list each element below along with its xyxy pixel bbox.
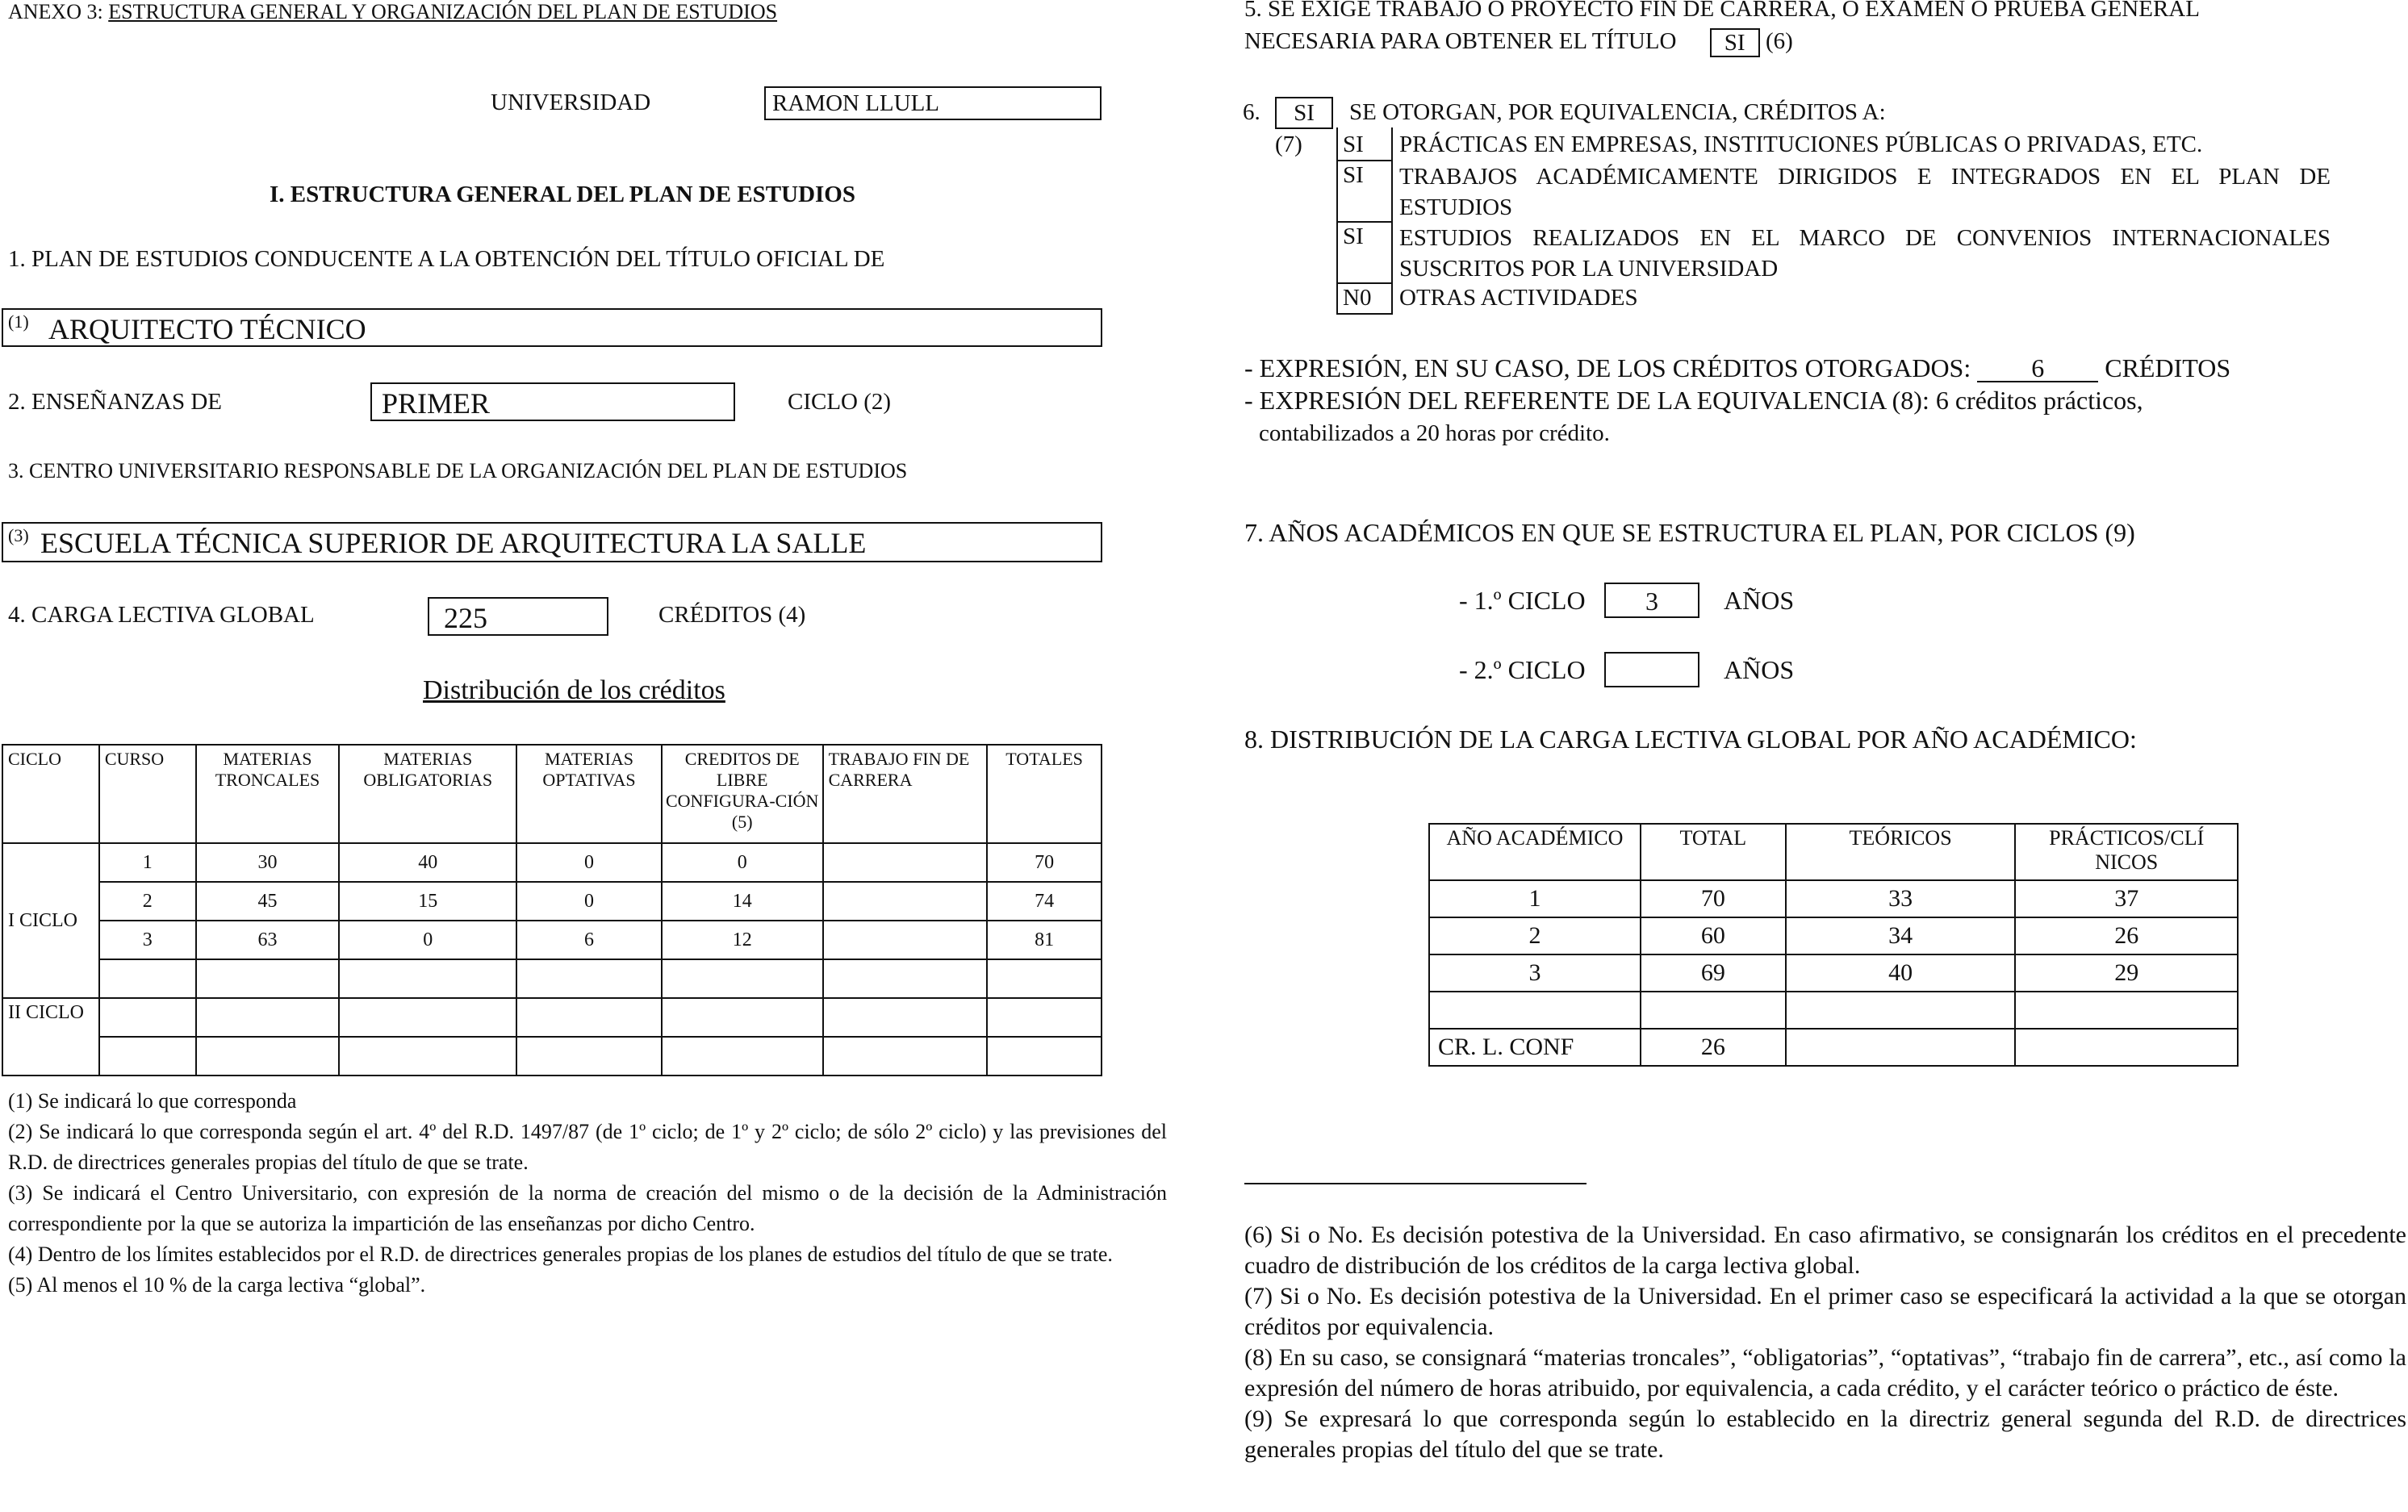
option1-value: SI — [1343, 132, 1364, 157]
table-cell — [987, 1037, 1102, 1076]
table-cell — [823, 959, 988, 998]
item5-line2 — [1244, 27, 1793, 57]
credits-distribution-table — [2, 744, 1102, 1076]
option1-text: PRÁCTICAS EN EMPRESAS, INSTITUCIONES PÚBLICAS O PRIVADAS, ETC. — [1399, 132, 2203, 157]
item6-label: SE OTORGAN, POR EQUIVALENCIA, CRÉDITOS A: — [1349, 99, 1886, 125]
item2-label: 2. ENSEÑANZAS DE — [8, 389, 223, 415]
table-row — [2, 1037, 1102, 1076]
item6-note: (7) — [1275, 132, 1302, 157]
item6-value-box — [1275, 97, 1333, 129]
item4-suffix: CRÉDITOS (4) — [658, 602, 806, 628]
cycle2-label: II CICLO — [2, 998, 99, 1076]
table-cell — [662, 998, 823, 1037]
table-row — [1429, 1029, 2238, 1066]
header-trabajo-fin: TRABAJO FIN DE CARRERA — [823, 745, 988, 843]
cycle1-label: I CICLO — [2, 843, 99, 998]
table-row — [2, 882, 1102, 921]
table-cell: 0 — [662, 843, 823, 882]
table-cell: 81 — [987, 921, 1102, 959]
footnote-separator — [1244, 1183, 1587, 1184]
item3-note: (3) — [8, 525, 29, 545]
item5-note: (6) — [1765, 28, 1793, 54]
table-cell — [823, 998, 988, 1037]
annex-header — [8, 0, 777, 24]
header-optativas: MATERIAS OPTATIVAS — [516, 745, 662, 843]
item6-value: SI — [1294, 100, 1315, 126]
footnote-7: (7) Si o No. Es decisión potestiva de la Universidad. En el primer caso se especificará la actividad a la que se otorgan créditos por equivalencia. — [1244, 1283, 2406, 1340]
item3-label: 3. CENTRO UNIVERSITARIO RESPONSABLE DE LA ORGANIZACIÓN DEL PLAN DE ESTUDIOS — [8, 459, 908, 482]
table-cell — [662, 1037, 823, 1076]
table-header-row — [2, 745, 1102, 843]
academic-year-table — [1428, 823, 2239, 1067]
table-cell — [1786, 1029, 2016, 1066]
table-row — [2, 959, 1102, 998]
table-row — [1429, 954, 2238, 992]
table-cell: 70 — [1641, 880, 1786, 917]
table-cell: 26 — [2015, 917, 2238, 954]
table-cell — [339, 998, 516, 1037]
section-title: I. ESTRUCTURA GENERAL DEL PLAN DE ESTUDIOS — [270, 182, 855, 207]
footnote-3: (3) Se indicará el Centro Universitario, con expresión de la norma de creación del mismo o de la decisión de la Administración correspondiente por la que se autoriza la impartición de las enseñanzas por dicho Centro. — [8, 1181, 1167, 1235]
table-cell: 74 — [987, 882, 1102, 921]
item1-label: 1. PLAN DE ESTUDIOS CONDUCENTE A LA OBTENCIÓN DEL TÍTULO OFICIAL DE — [8, 246, 885, 272]
item7-cycle2-field — [1604, 652, 1699, 687]
table-cell — [1641, 992, 1786, 1029]
item3-value: ESCUELA TÉCNICA SUPERIOR DE ARQUITECTURA LA SALLE — [40, 527, 867, 559]
table-cell — [823, 921, 988, 959]
table-cell — [196, 998, 340, 1037]
table-cell — [1429, 992, 1641, 1029]
item5-line1: 5. SE EXIGE TRABAJO O PROYECTO FIN DE CARRERA, O EXAMEN O PRUEBA GENERAL — [1244, 0, 2200, 22]
table-cell: 15 — [339, 882, 516, 921]
table-cell: 2 — [99, 882, 196, 921]
item7-label: 7. AÑOS ACADÉMICOS EN QUE SE ESTRUCTURA EL PLAN, POR CICLOS (9) — [1244, 518, 2135, 547]
header-obligatorias: MATERIAS OBLIGATORIAS — [339, 745, 516, 843]
footnote-5: (5) Al menos el 10 % de la carga lectiva “global”. — [8, 1273, 426, 1297]
table-cell — [99, 959, 196, 998]
table-cell: 0 — [516, 882, 662, 921]
table-cell: CR. L. CONF — [1429, 1029, 1641, 1066]
item7-years-1: AÑOS — [1724, 586, 1795, 615]
table-cell: 37 — [2015, 880, 2238, 917]
table-cell — [99, 998, 196, 1037]
table-cell: 0 — [339, 921, 516, 959]
table-row — [2, 998, 1102, 1037]
table-cell — [1786, 992, 2016, 1029]
table-cell: 3 — [1429, 954, 1641, 992]
expr1-line — [1244, 352, 2230, 384]
table-cell: 6 — [516, 921, 662, 959]
header-libre-configuracion: CREDITOS DE LIBRE CONFIGURA-CIÓN (5) — [662, 745, 823, 843]
table-cell — [516, 998, 662, 1037]
table-cell: 26 — [1641, 1029, 1786, 1066]
item5-value: SI — [1724, 30, 1745, 56]
footnotes-right — [1244, 1220, 2406, 1465]
item7-cycle1-label: - 1.º CICLO — [1459, 586, 1586, 615]
header-totales: TOTALES — [987, 745, 1102, 843]
table-cell — [196, 959, 340, 998]
item7-cycle2-label: - 2.º CICLO — [1459, 655, 1586, 684]
university-label: UNIVERSIDAD — [491, 90, 651, 115]
option4-value: N0 — [1343, 285, 1372, 311]
table-row — [1429, 992, 2238, 1029]
expr1-suffix: CRÉDITOS — [2105, 353, 2231, 382]
option2-text: TRABAJOS ACADÉMICAMENTE DIRIGIDOS E INTEGRADOS EN EL PLAN DE ESTUDIOS — [1399, 164, 2331, 220]
table-cell — [339, 959, 516, 998]
table-cell — [2015, 1029, 2238, 1066]
university-field — [764, 86, 1102, 120]
table-cell — [662, 959, 823, 998]
table-cell — [516, 959, 662, 998]
table-cell — [823, 843, 988, 882]
expr2-line1: - EXPRESIÓN DEL REFERENTE DE LA EQUIVALENCIA (8): 6 créditos prácticos, — [1244, 386, 2143, 415]
table-cell: 29 — [2015, 954, 2238, 992]
annex-prefix: ANEXO 3: — [8, 0, 103, 23]
table-cell: 70 — [987, 843, 1102, 882]
item2-value: PRIMER — [382, 387, 491, 420]
table-cell: 40 — [339, 843, 516, 882]
item3-field — [2, 522, 1102, 562]
expr1-value: 6 — [1977, 355, 2098, 382]
item2-suffix: CICLO (2) — [788, 389, 892, 415]
item2-field — [370, 382, 735, 421]
table-cell — [987, 959, 1102, 998]
footnote-6: (6) Si o No. Es decisión potestiva de la Universidad. En caso afirmativo, se consignarán los créditos en el precedente cuadro de distribución de los créditos de la carga lectiva global. — [1244, 1222, 2406, 1279]
table-cell — [99, 1037, 196, 1076]
table-cell: 1 — [1429, 880, 1641, 917]
footnote-1: (1) Se indicará lo que corresponda — [8, 1089, 297, 1113]
table-cell: 3 — [99, 921, 196, 959]
header-ano-academico: AÑO ACADÉMICO — [1429, 824, 1641, 880]
table-cell — [2015, 992, 2238, 1029]
table-cell — [196, 1037, 340, 1076]
table-cell: 0 — [516, 843, 662, 882]
table-cell — [823, 882, 988, 921]
table-cell: 1 — [99, 843, 196, 882]
table-cell: 12 — [662, 921, 823, 959]
item1-field — [2, 308, 1102, 347]
table-row — [2, 843, 1102, 882]
table-cell: 33 — [1786, 880, 2016, 917]
option3-text: ESTUDIOS REALIZADOS EN EL MARCO DE CONVENIOS INTERNACIONALES SUSCRITOS POR LA UNIVERSIDAD — [1399, 225, 2331, 282]
table-cell: 69 — [1641, 954, 1786, 992]
header-practicos: PRÁCTICOS/CLÍ NICOS — [2015, 824, 2238, 880]
footnote-2: (2) Se indicará lo que corresponda según el art. 4º del R.D. 1497/87 (de 1º ciclo; de 1º y 2º ciclo; de sólo 2º ciclo) y las previsiones del R.D. de directrices generales propias del título de que se trate. — [8, 1120, 1167, 1174]
header-teoricos: TEÓRICOS — [1786, 824, 2016, 880]
item4-field — [428, 597, 608, 636]
item7-cycle1-value: 3 — [1645, 587, 1658, 616]
item4-label: 4. CARGA LECTIVA GLOBAL — [8, 602, 315, 628]
header-total: TOTAL — [1641, 824, 1786, 880]
item7-years-2: AÑOS — [1724, 655, 1795, 684]
distribution-title: Distribución de los créditos — [423, 675, 725, 705]
option-divider — [1336, 313, 1393, 315]
item8-label: 8. DISTRIBUCIÓN DE LA CARGA LECTIVA GLOBAL POR AÑO ACADÉMICO: — [1244, 725, 2137, 754]
footnote-8: (8) En su caso, se consignará “materias troncales”, “obligatorias”, “optativas”, “trabajo fin de carrera”, etc., así como la expresión del número de horas atribuido, por equivalencia, a cada crédito, y el carácter teórico o práctico de éste. — [1244, 1344, 2406, 1401]
footnote-4: (4) Dentro de los límites establecidos por el R.D. de directrices generales propias de los planes de estudios del título de que se trate. — [8, 1243, 1113, 1266]
annex-title: ESTRUCTURA GENERAL Y ORGANIZACIÓN DEL PLAN DE ESTUDIOS — [108, 0, 778, 23]
item4-value: 225 — [444, 602, 487, 634]
table-cell — [823, 1037, 988, 1076]
table-cell: 60 — [1641, 917, 1786, 954]
option4-text: OTRAS ACTIVIDADES — [1399, 285, 1638, 311]
item1-note: (1) — [8, 311, 29, 332]
item7-cycle1-field — [1604, 583, 1699, 618]
item1-value: ARQUITECTO TÉCNICO — [48, 313, 366, 345]
table-cell — [339, 1037, 516, 1076]
table-cell: 63 — [196, 921, 340, 959]
table-header-row — [1429, 824, 2238, 880]
table-cell — [516, 1037, 662, 1076]
table-cell: 40 — [1786, 954, 2016, 992]
expr1-label: - EXPRESIÓN, EN SU CASO, DE LOS CRÉDITOS OTORGADOS: — [1244, 353, 1971, 382]
footnotes-left — [8, 1086, 1167, 1301]
table-cell: 30 — [196, 843, 340, 882]
option2-value: SI — [1343, 162, 1364, 188]
table-cell: 14 — [662, 882, 823, 921]
item6-number: 6. — [1243, 99, 1260, 125]
table-cell: 34 — [1786, 917, 2016, 954]
option3-value: SI — [1343, 223, 1364, 249]
table-row — [1429, 917, 2238, 954]
university-value: RAMON LLULL — [772, 90, 940, 116]
expr2-line2: contabilizados a 20 horas por crédito. — [1259, 420, 1610, 446]
header-curso: CURSO — [99, 745, 196, 843]
footnote-9: (9) Se expresará lo que corresponda según lo establecido en la directriz general segunda del R.D. de directrices generales propias del título del que se trate. — [1244, 1405, 2406, 1463]
table-row — [2, 921, 1102, 959]
header-troncales: MATERIAS TRONCALES — [196, 745, 340, 843]
header-ciclo: CICLO — [2, 745, 99, 843]
table-cell — [987, 998, 1102, 1037]
item5-label: NECESARIA PARA OBTENER EL TÍTULO — [1244, 28, 1677, 54]
table-cell: 2 — [1429, 917, 1641, 954]
table-row — [1429, 880, 2238, 917]
item5-value-box — [1710, 28, 1760, 57]
table-cell: 45 — [196, 882, 340, 921]
